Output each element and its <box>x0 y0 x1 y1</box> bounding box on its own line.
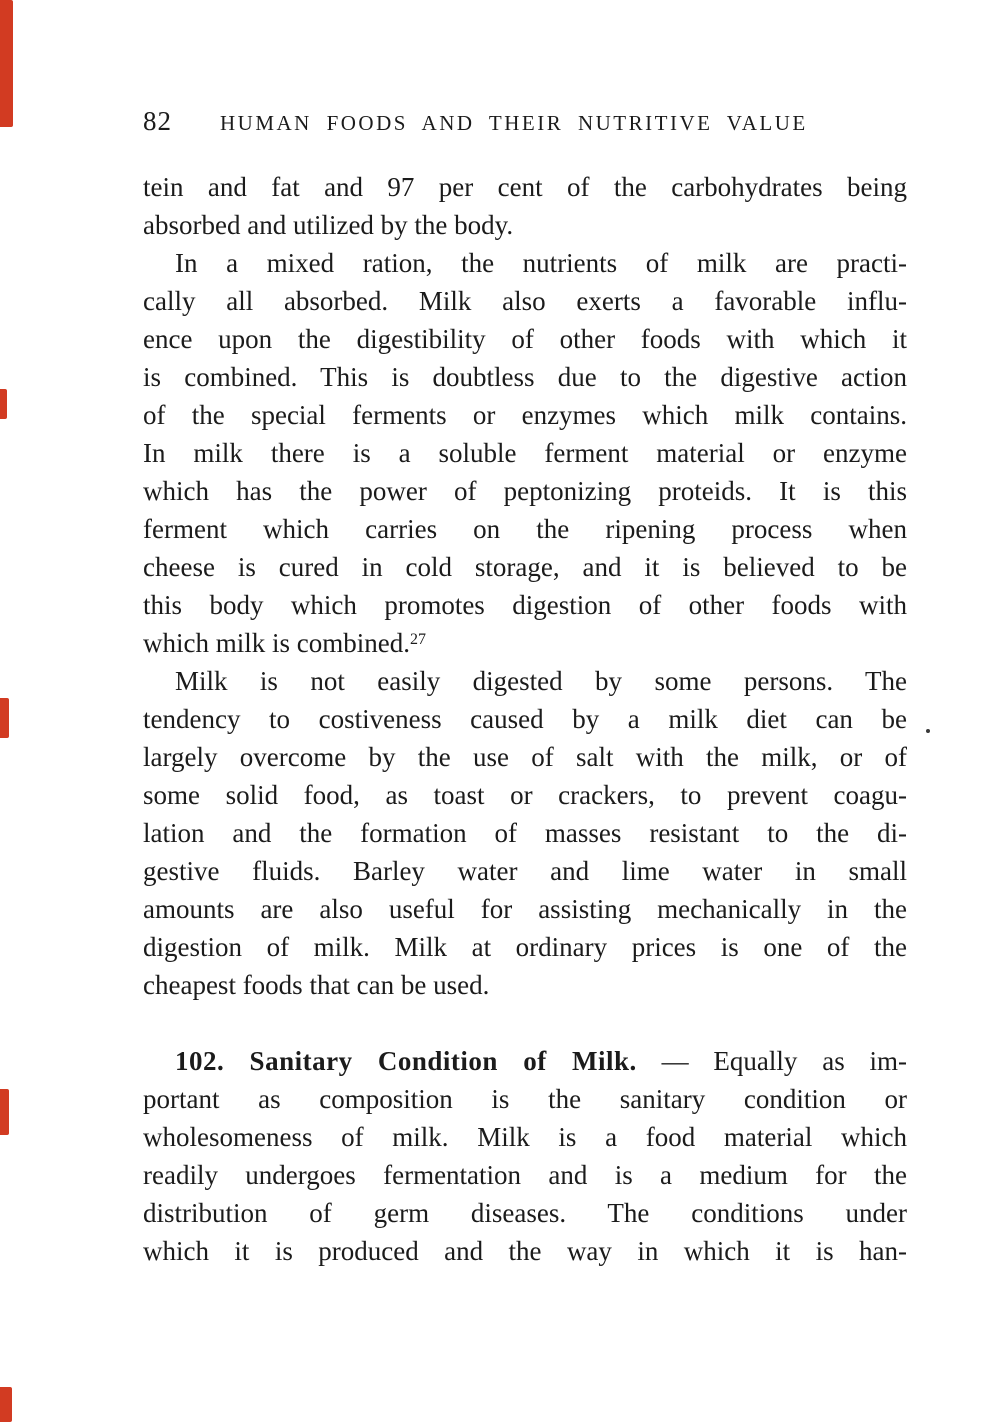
ink-speck-artifact <box>926 729 930 733</box>
page-number: 82 <box>143 106 172 136</box>
text-line: amounts are also useful for assisting mechanically in the <box>143 894 907 924</box>
text-line: some solid food, as toast or crackers, to prevent coagu- <box>143 780 907 810</box>
scan-edge-artifact <box>0 698 9 738</box>
running-title: HUMAN FOODS AND THEIR NUTRITIVE VALUE <box>220 111 808 135</box>
text-line: Milk is not easily digested by some persons. The <box>175 666 907 696</box>
scan-edge-artifact <box>0 0 13 127</box>
text-line: largely overcome by the use of salt with the milk, or of <box>143 742 907 772</box>
paragraph-sanitary-condition <box>143 1042 907 1270</box>
paragraph-digestibility <box>143 662 907 1004</box>
footnote-reference: 27 <box>409 631 426 648</box>
text-line: wholesomeness of milk. Milk is a food material which <box>143 1122 907 1152</box>
text-line: distribution of germ diseases. The conditions under <box>143 1198 907 1228</box>
scan-edge-artifact <box>0 1387 12 1422</box>
text-line: portant as composition is the sanitary condition or <box>143 1084 907 1114</box>
text-line: tein and fat and 97 per cent of the carbohydrates being <box>143 172 907 202</box>
text-line: is combined. This is doubtless due to the digestive action <box>143 362 907 392</box>
text-line: lation and the formation of masses resistant to the di- <box>143 818 907 848</box>
paragraph-mixed-ration <box>143 244 907 662</box>
scan-edge-artifact <box>0 389 7 419</box>
text-line: absorbed and utilized by the body. <box>143 210 514 240</box>
paragraph-absorption <box>143 168 907 244</box>
text-block <box>143 168 907 1270</box>
text-line: In a mixed ration, the nutrients of milk are practi- <box>175 248 907 278</box>
text-line: digestion of milk. Milk at ordinary prices is one of the <box>143 932 907 962</box>
text-line: cheese is cured in cold storage, and it is believed to be <box>143 552 907 582</box>
page-header <box>143 106 907 137</box>
text-line: readily undergoes fermentation and is a medium for the <box>143 1160 907 1190</box>
text-line: which has the power of peptonizing proteids. It is this <box>143 476 907 506</box>
text-line: which milk is combined.$^{27}$ <box>143 628 426 658</box>
text-line: tendency to costiveness caused by a milk diet can be <box>143 704 907 734</box>
text-line: In milk there is a soluble ferment material or enzyme <box>143 438 907 468</box>
text-line: of the special ferments or enzymes which milk contains. <box>143 400 907 430</box>
text-line: which it is produced and the way in which it is han- <box>143 1236 907 1266</box>
text-line: cally all absorbed. Milk also exerts a favorable influ- <box>143 286 907 316</box>
text-line: 102. Sanitary Condition of Milk. — Equally as im- <box>175 1046 908 1076</box>
text-line: cheapest foods that can be used. <box>143 970 490 1000</box>
text-line: ferment which carries on the ripening process when <box>143 514 907 544</box>
text-line: gestive fluids. Barley water and lime water in small <box>143 856 907 886</box>
section-heading: 102. Sanitary Condition of Milk. <box>175 1046 637 1076</box>
text-line: this body which promotes digestion of other foods with <box>143 590 907 620</box>
scan-edge-artifact <box>0 1089 9 1135</box>
text-line: ence upon the digestibility of other foods with which it <box>143 324 907 354</box>
